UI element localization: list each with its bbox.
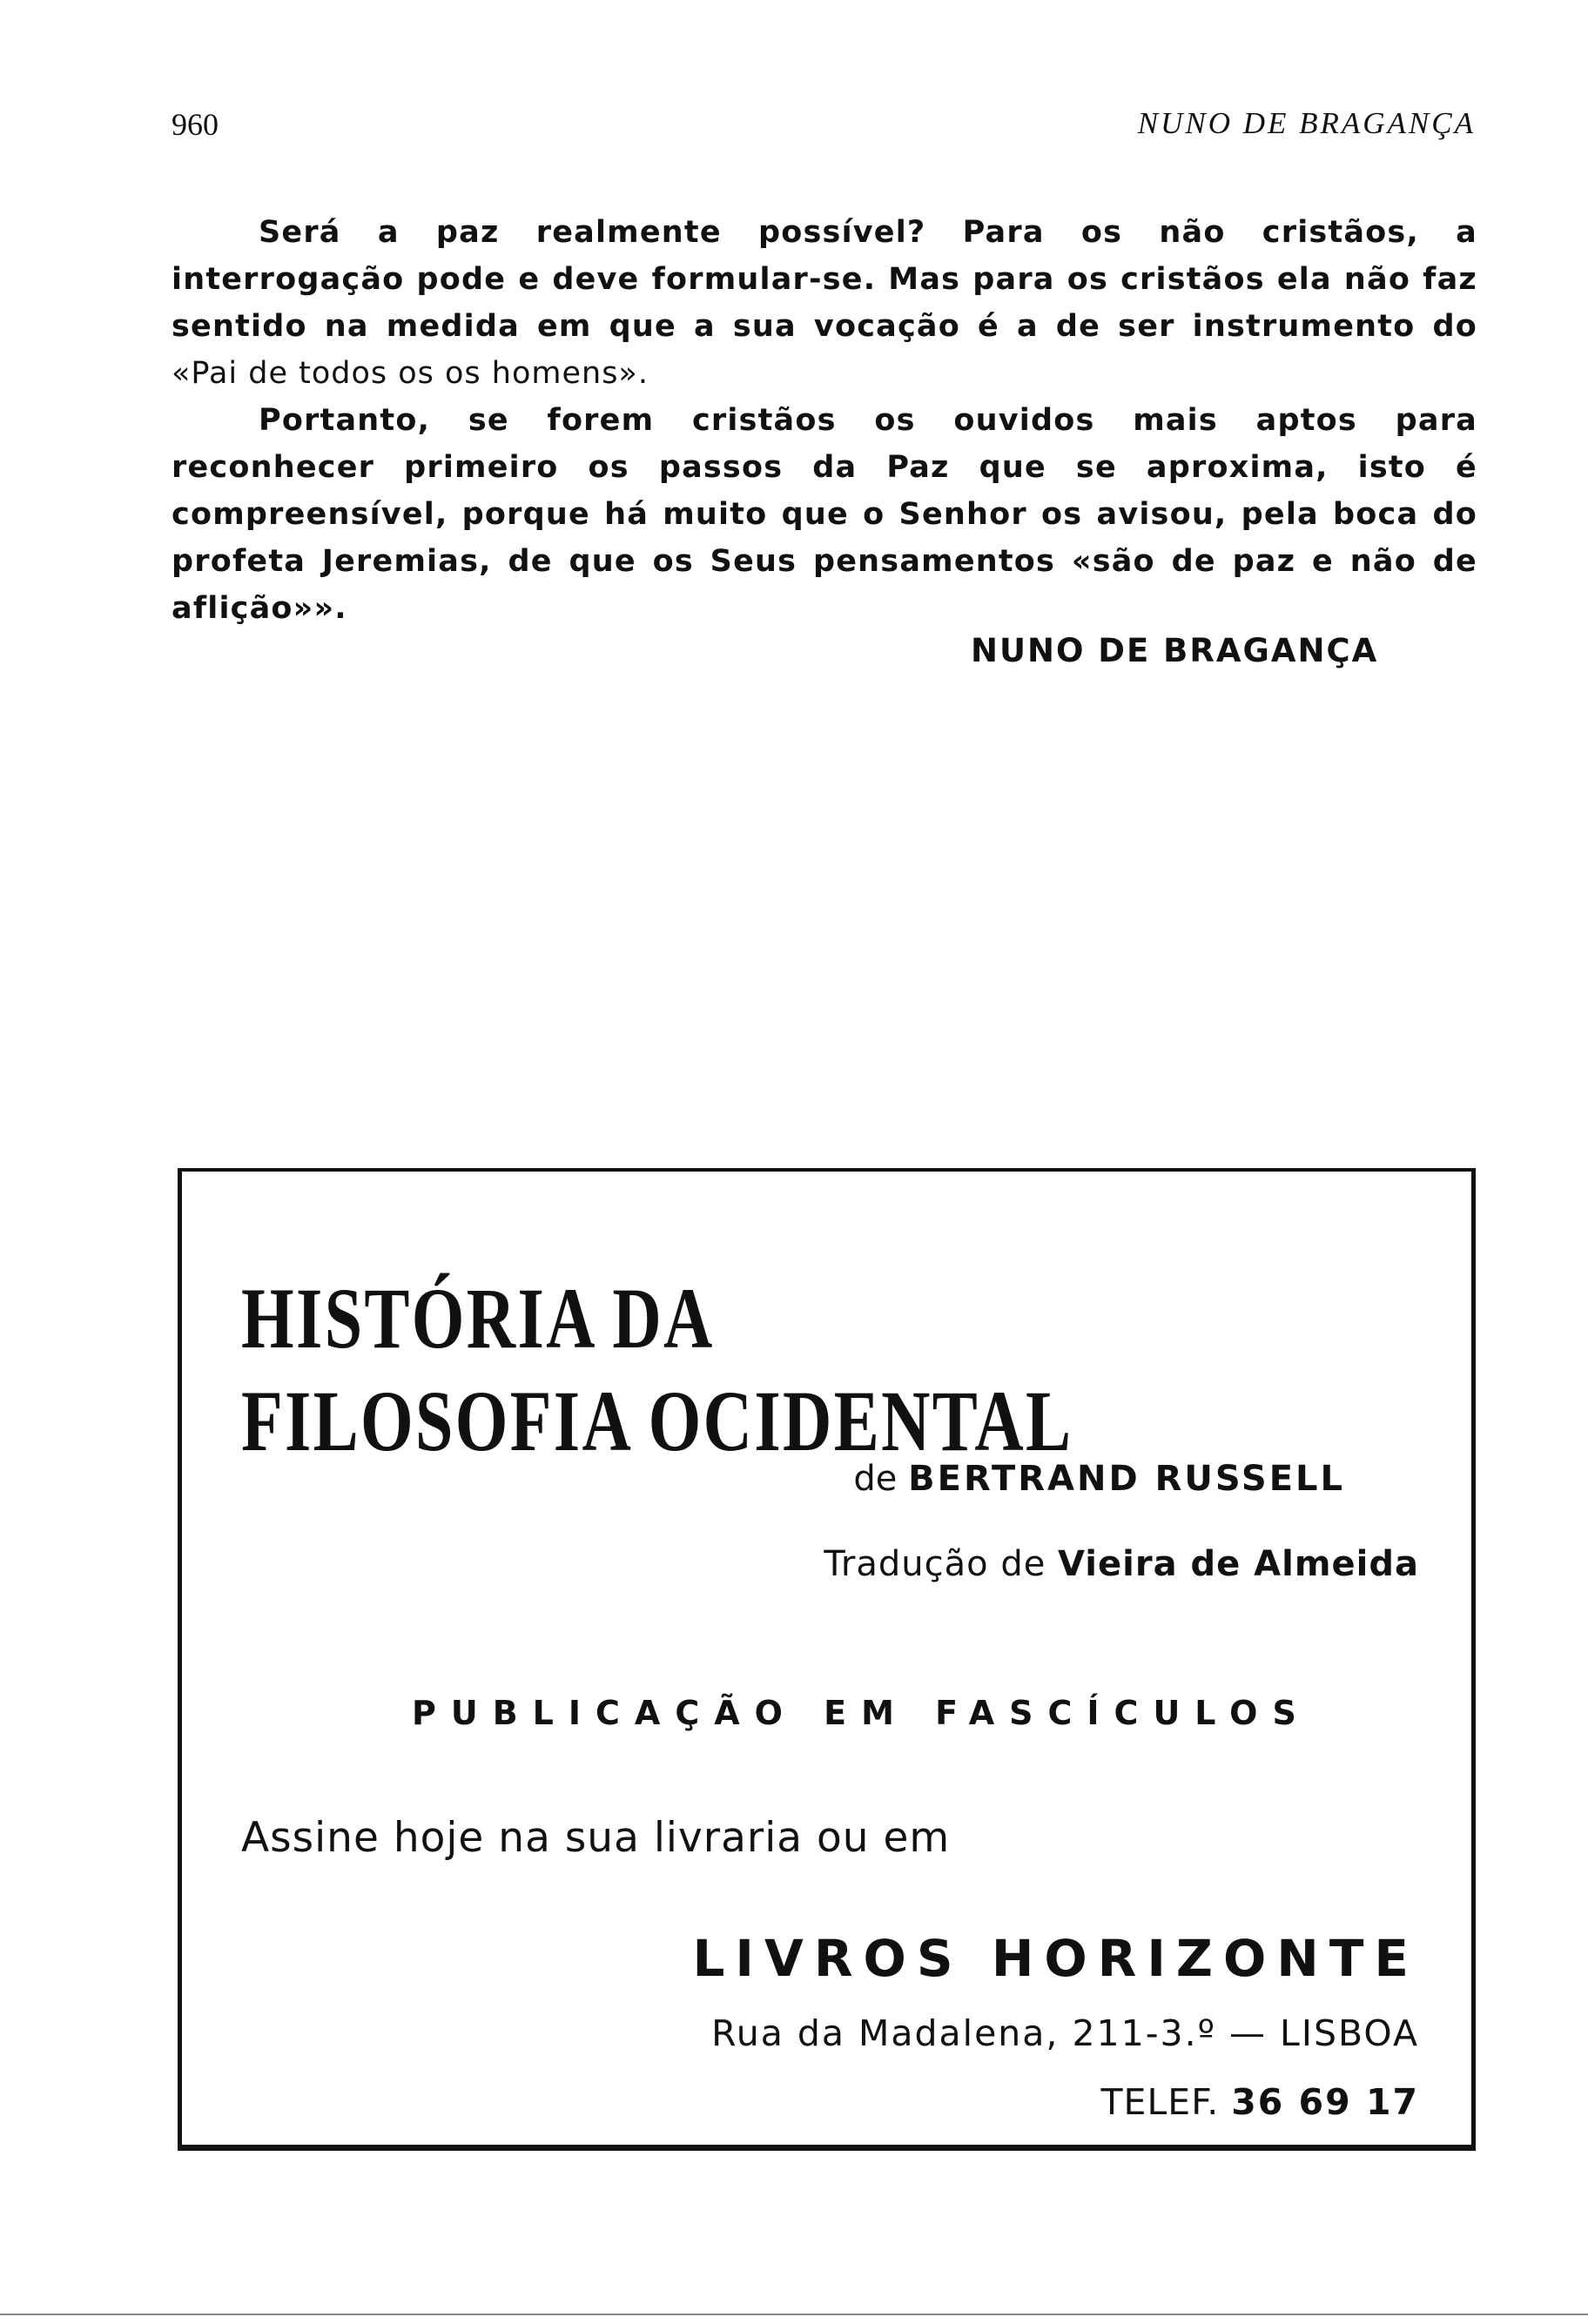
paragraph-1-bold-text: Será a paz realmente possível? Para os não cristãos, a interrogação pode e deve formular-se. Mas para os cristãos ela não faz sentido na medida em que a sua vocação é a de ser instrumento do [172, 215, 1477, 344]
publisher-name: LIVROS HORIZONTE [692, 1929, 1419, 1988]
book-title-line-1: HISTÓRIA DA [241, 1270, 715, 1367]
book-author: BERTRAND RUSSELL [908, 1459, 1345, 1499]
author-prefix: de [853, 1459, 909, 1499]
author-signature: NUNO DE BRAGANÇA [971, 632, 1379, 669]
book-title [241, 1267, 1073, 1473]
book-author-line [853, 1459, 1345, 1499]
translator-line [824, 1544, 1419, 1584]
book-title-line-2: FILOSOFIA OCIDENTAL [241, 1373, 1073, 1469]
publisher-address: Rua da Madalena, 211-3.º — LISBOA [711, 2012, 1419, 2054]
paragraph-1 [172, 209, 1477, 397]
paragraph-1-light-text: «Pai de todos os os homens». [172, 356, 649, 391]
subscribe-text: Assine hoje na sua livraria ou em [241, 1814, 951, 1862]
page-bottom-edge [0, 2314, 1588, 2315]
page-number: 960 [172, 107, 219, 142]
phone-prefix: TELEF. [1100, 2081, 1232, 2123]
translator-name: Vieira de Almeida [1058, 1544, 1419, 1584]
translator-prefix: Tradução de [824, 1544, 1059, 1584]
paragraph-2: Portanto, se forem cristãos os ouvidos mais aptos para reconhecer primeiro os passos da Paz que se aproxima, isto é compreensível, porque há muito que o Senhor os avisou, pela boca do profeta Jeremias, de que os Seus pensamentos «são de paz e não de aflição»». [172, 403, 1477, 626]
article-body [172, 209, 1477, 632]
publisher-phone [1101, 2081, 1419, 2123]
phone-number: 36 69 17 [1231, 2081, 1419, 2123]
running-head: NUNO DE BRAGANÇA [1137, 106, 1476, 140]
publication-note: PUBLICAÇÃO EM FASCÍCULOS [412, 1694, 1311, 1732]
book-advertisement [178, 1168, 1476, 2151]
